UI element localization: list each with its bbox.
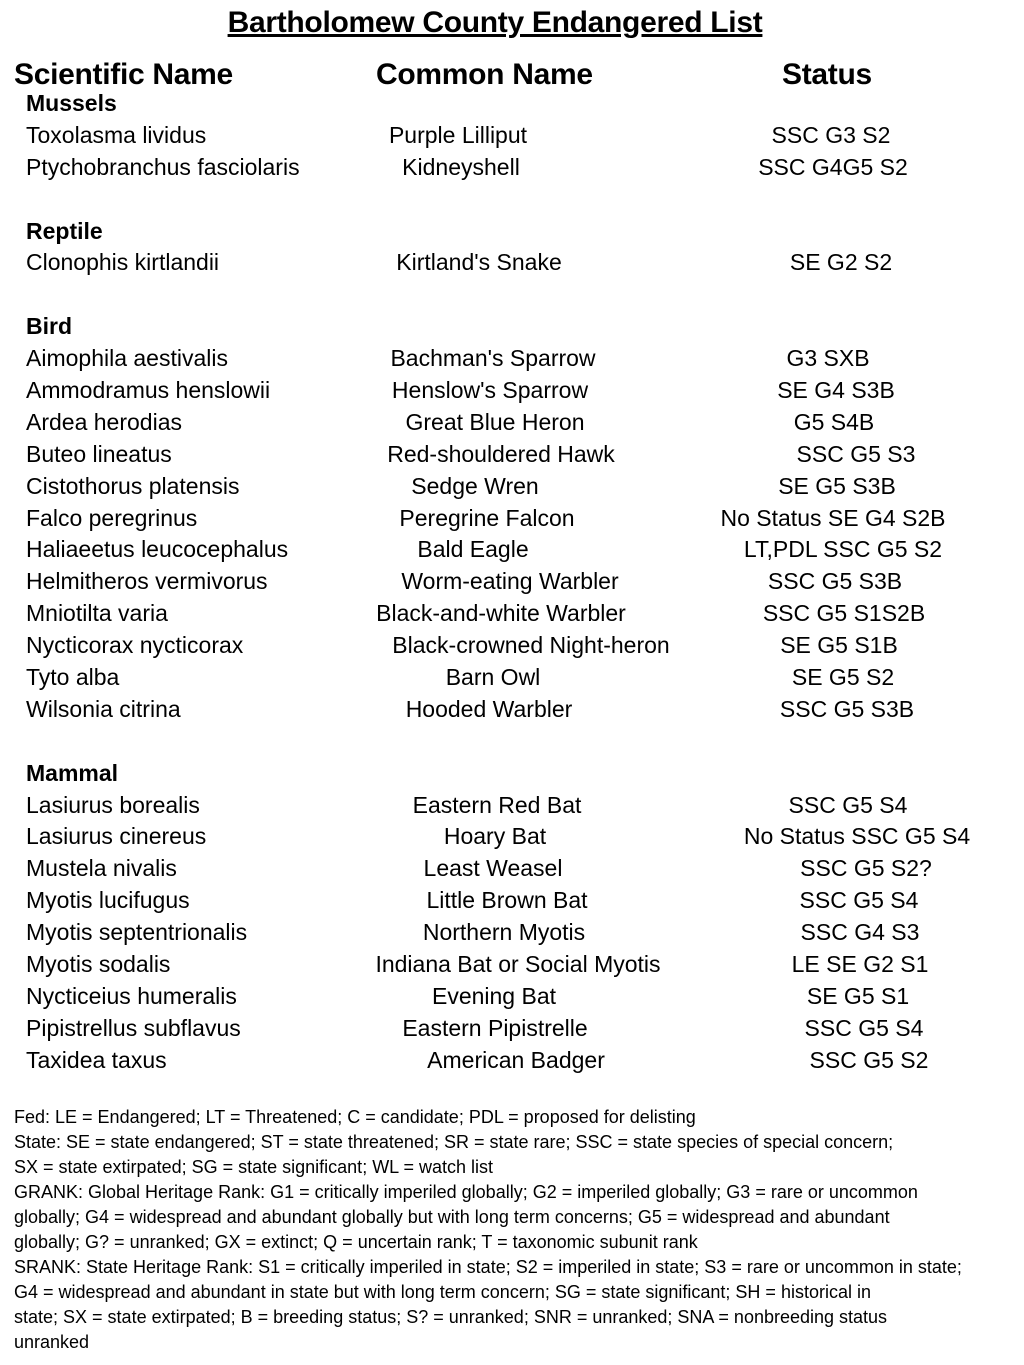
group-spacer [0, 279, 1024, 311]
scientific-name: Cistothorus platensis [26, 472, 240, 499]
common-name: Black-and-white Warbler [376, 600, 626, 627]
status-value: SSC G5 S1S2B [762, 600, 926, 627]
scientific-name: Tyto alba [26, 664, 120, 691]
common-name: Least Weasel [423, 855, 563, 882]
status-value: LT,PDL SSC G5 S2 [743, 536, 943, 563]
scientific-name: Pipistrellus subflavus [26, 1014, 241, 1041]
scientific-name: Mniotilta varia [26, 600, 168, 627]
group-heading: Reptile [26, 217, 103, 244]
species-row [0, 694, 1024, 726]
species-row [0, 407, 1024, 439]
common-name: Great Blue Heron [405, 408, 585, 435]
common-name: Worm-eating Warbler [401, 568, 619, 595]
species-row [0, 821, 1024, 853]
species-row [0, 566, 1024, 598]
scientific-name: Wilsonia citrina [26, 695, 181, 722]
status-header: Status [782, 58, 872, 91]
species-row [0, 503, 1024, 535]
common-name: Purple Lilliput [388, 121, 528, 148]
common-name: Bald Eagle [417, 536, 529, 563]
status-value: G5 S4B [793, 408, 875, 435]
common-name-header: Common Name [376, 58, 593, 91]
note-line: State: SE = state endangered; ST = state threatened; SR = state rare; SSC = state species of special concern; [14, 1132, 894, 1152]
scientific-name: Lasiurus cinereus [26, 823, 207, 850]
status-value: SSC G4G5 S2 [758, 153, 908, 180]
common-name: Hoary Bat [443, 823, 547, 850]
status-value: SSC G5 S4 [804, 1014, 924, 1041]
note-line: globally; G4 = widespread and abundant globally but with long term concerns; G5 = widespread and abundant [14, 1207, 890, 1227]
note-line: GRANK: Global Heritage Rank: G1 = critically imperiled globally; G2 = imperiled globally; G3 = rare or uncommon [14, 1182, 918, 1202]
species-row [0, 1045, 1024, 1077]
note-line: globally; G? = unranked; GX = extinct; Q = uncertain rank; T = taxonomic subunit rank [14, 1232, 698, 1252]
status-value: SE G5 S1 [806, 982, 910, 1009]
common-name: Bachman's Sparrow [390, 345, 596, 372]
species-row [0, 853, 1024, 885]
status-value: SSC G5 S4 [799, 887, 919, 914]
scientific-name: Buteo lineatus [26, 440, 172, 467]
species-row [0, 120, 1024, 152]
status-value: SSC G5 S2 [809, 1046, 929, 1073]
common-name: Sedge Wren [411, 472, 539, 499]
scientific-name: Myotis septentrionalis [26, 919, 248, 946]
legend-notes [14, 1105, 1014, 1355]
note-line: state; SX = state extirpated; B = breeding status; S? = unranked; SNR = unranked; SNA = nonbreeding status [14, 1307, 888, 1327]
status-value: SE G2 S2 [789, 249, 893, 276]
status-value: SSC G3 S2 [771, 121, 891, 148]
species-row [0, 534, 1024, 566]
species-row [0, 885, 1024, 917]
species-row [0, 790, 1024, 822]
status-value: SE G5 S3B [778, 472, 896, 499]
species-row [0, 981, 1024, 1013]
group-spacer [0, 726, 1024, 758]
scientific-name: Myotis lucifugus [26, 887, 190, 914]
scientific-name: Aimophila aestivalis [26, 345, 228, 372]
status-value: SSC G5 S3B [767, 568, 903, 595]
status-value: SSC G5 S3 [796, 440, 916, 467]
common-name: Northern Myotis [422, 919, 586, 946]
scientific-name: Ardea herodias [26, 408, 182, 435]
common-name: Kirtland's Snake [396, 249, 562, 276]
common-name: Red-shouldered Hawk [387, 440, 615, 467]
status-value: SSC G5 S3B [779, 695, 915, 722]
status-value: SSC G4 S3 [800, 919, 920, 946]
species-row [0, 917, 1024, 949]
note-line: SX = state extirpated; SG = state significant; WL = watch list [14, 1157, 494, 1177]
note-line: unranked [14, 1332, 90, 1352]
common-name: Eastern Pipistrelle [402, 1014, 588, 1041]
scientific-name: Mustela nivalis [26, 855, 177, 882]
scientific-name: Haliaeetus leucocephalus [26, 536, 289, 563]
species-row [0, 598, 1024, 630]
species-list [0, 88, 1024, 1077]
species-row [0, 471, 1024, 503]
group-spacer [0, 184, 1024, 216]
scientific-name: Myotis sodalis [26, 951, 171, 978]
scientific-name: Toxolasma lividus [26, 121, 207, 148]
status-value: SSC G5 S4 [788, 791, 908, 818]
note-line: Fed: LE = Endangered; LT = Threatened; C = candidate; PDL = proposed for delisting [14, 1107, 696, 1127]
scientific-name-header: Scientific Name [14, 58, 233, 91]
scientific-name: Taxidea taxus [26, 1046, 167, 1073]
common-name: Little Brown Bat [426, 887, 588, 914]
species-row [0, 343, 1024, 375]
common-name: Kidneyshell [402, 153, 520, 180]
status-value: No Status SSC G5 S4 [743, 823, 971, 850]
species-row [0, 152, 1024, 184]
scientific-name: Nycticeius humeralis [26, 982, 237, 1009]
common-name: Barn Owl [445, 664, 541, 691]
species-row [0, 662, 1024, 694]
common-name: Black-crowned Night-heron [392, 632, 670, 659]
common-name: Peregrine Falcon [399, 504, 575, 531]
status-value: LE SE G2 S1 [791, 951, 929, 978]
group-heading: Mammal [26, 759, 119, 786]
species-row [0, 375, 1024, 407]
status-value: SE G5 S2 [791, 664, 895, 691]
status-value: G3 SXB [786, 345, 870, 372]
species-row [0, 439, 1024, 471]
scientific-name: Clonophis kirtlandii [26, 249, 220, 276]
page-title: Bartholomew County Endangered List [227, 6, 763, 39]
common-name: Hooded Warbler [405, 695, 573, 722]
scientific-name: Lasiurus borealis [26, 791, 200, 818]
scientific-name: Ammodramus henslowii [26, 377, 271, 404]
scientific-name: Falco peregrinus [26, 504, 198, 531]
group-heading: Mussels [26, 90, 117, 116]
note-line: SRANK: State Heritage Rank: S1 = critically imperiled in state; S2 = imperiled in state; S3 = rare or uncommon in state; [14, 1257, 962, 1277]
common-name: Evening Bat [431, 982, 557, 1009]
common-name: American Badger [427, 1046, 605, 1073]
status-value: SE G4 S3B [777, 377, 895, 404]
note-line: G4 = widespread and abundant in state but with long term concern; SG = state significant; SH = historical in [14, 1282, 871, 1302]
common-name: Henslow's Sparrow [391, 377, 589, 404]
scientific-name: Nycticorax nycticorax [26, 632, 244, 659]
common-name: Eastern Red Bat [412, 791, 582, 818]
group-heading: Bird [26, 313, 72, 340]
status-value: SE G5 S1B [780, 632, 898, 659]
status-value: No Status SE G4 S2B [720, 504, 946, 531]
species-row [0, 949, 1024, 981]
species-row [0, 247, 1024, 279]
scientific-name: Ptychobranchus fasciolaris [26, 153, 300, 180]
scientific-name: Helmitheros vermivorus [26, 568, 268, 595]
status-value: SSC G5 S2? [800, 855, 932, 882]
species-row [0, 630, 1024, 662]
species-row [0, 1013, 1024, 1045]
common-name: Indiana Bat or Social Myotis [375, 951, 661, 978]
